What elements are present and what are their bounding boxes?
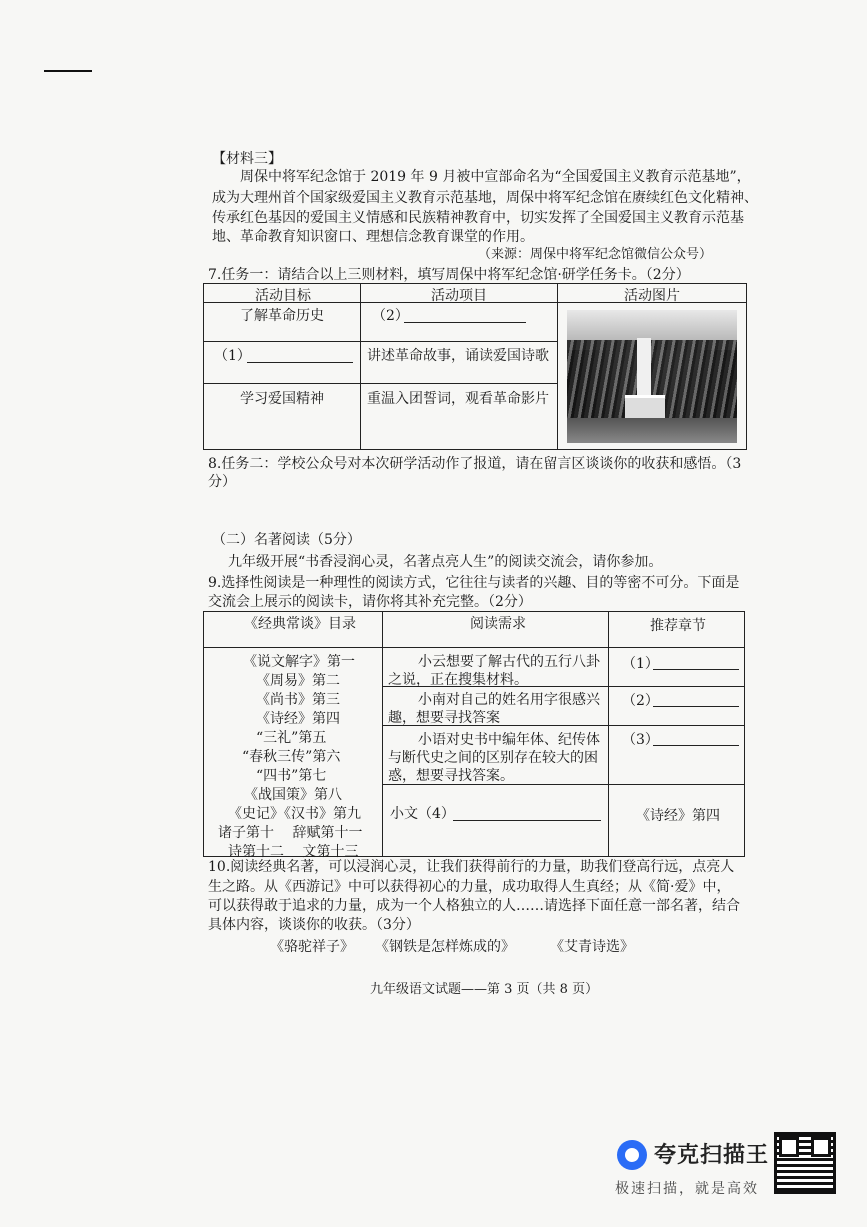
q9-answer-blank-2[interactable]: [653, 692, 739, 707]
material3-line: 传承红色基因的爱国主义情感和民族精神教育中，切实发挥了全国爱国主义教育示范基: [212, 210, 744, 226]
chapter-4: 《诗经》第四: [636, 808, 720, 824]
qr-code-icon: [774, 1132, 836, 1194]
q7-row2-goal-label: （1）: [214, 348, 251, 364]
q7-header-goal: 活动目标: [255, 288, 311, 304]
book-option: 《艾青诗选》: [550, 939, 634, 955]
need-text: 之说，正在搜集材料。: [388, 672, 528, 688]
toc-item: 诗第十二 文第十三: [228, 844, 359, 860]
toc-item: 《周易》第二: [256, 673, 340, 689]
toc-item: 《尚书》第三: [256, 692, 340, 708]
header-rule: [44, 70, 92, 72]
material3-line: 成为大理州首个国家级爱国主义教育示范基地，周保中将军纪念馆在赓续红色文化精神、: [212, 190, 758, 206]
chapter-label-2: （2）: [622, 693, 659, 709]
table-divider: [360, 283, 361, 450]
q7-row1-goal: 了解革命历史: [240, 308, 324, 324]
monument-photo: [567, 310, 737, 443]
book-option: 《骆驼祥子》: [270, 939, 354, 955]
table-divider: [557, 283, 558, 450]
chapter-label-3: （3）: [622, 732, 659, 748]
material3-heading: 【材料三】: [212, 151, 282, 167]
q7-answer-blank-1[interactable]: [247, 348, 353, 363]
q9-header-needs: 阅读需求: [470, 616, 526, 632]
need-text-4: 小文（4）: [390, 806, 455, 822]
q7-prompt: 7.任务一：请结合以上三则材料，填写周保中将军纪念馆·研学任务卡。（2分）: [208, 267, 690, 283]
material3-line: 周保中将军纪念馆于 2019 年 9 月被中宣部命名为“全国爱国主义教育示范基地”，: [240, 169, 751, 185]
table-divider: [203, 647, 745, 648]
section2-intro: 九年级开展“书香浸润心灵，名著点亮人生”的阅读交流会，请你参加。: [228, 554, 663, 570]
chapter-label-1: （1）: [622, 656, 659, 672]
q9-line: 9.选择性阅读是一种理性的阅读方式，它往往与读者的兴趣、目的等密不可分。下面是: [208, 575, 740, 591]
q7-row2-item: 讲述革命故事，诵读爱国诗歌: [367, 348, 549, 364]
need-text: 趣，想要寻找答案: [388, 710, 500, 726]
q7-answer-blank-2[interactable]: [404, 308, 526, 323]
toc-item: 《战国策》第八: [244, 787, 342, 803]
need-text: 小云想要了解古代的五行八卦: [418, 654, 600, 670]
section2-heading: （二）名著阅读（5分）: [212, 532, 361, 548]
book-option: 《钢铁是怎样炼成的》: [375, 939, 515, 955]
toc-item: “三礼”第五: [256, 730, 327, 746]
q7-header-item: 活动项目: [431, 288, 487, 304]
q7-row3-goal: 学习爱国精神: [240, 391, 324, 407]
table-divider: [203, 383, 558, 384]
toc-item: “春秋三传”第六: [242, 749, 341, 765]
q7-row1-item-label: （2）: [372, 308, 409, 324]
table-divider: [203, 341, 558, 342]
scanner-brand: 夸克扫描王: [654, 1143, 770, 1168]
q9-answer-blank-1[interactable]: [653, 655, 739, 670]
q7-header-photo: 活动图片: [624, 288, 680, 304]
q10-line: 具体内容，谈谈你的收获。（3分）: [208, 917, 420, 933]
toc-item: “四书”第七: [256, 768, 327, 784]
page-footer: 九年级语文试题——第 3 页（共 8 页）: [370, 982, 599, 997]
q9-answer-blank-3[interactable]: [653, 731, 739, 746]
need-text: 小南对自己的姓名用字很感兴: [418, 692, 600, 708]
material3-line: 地、革命教育知识窗口、理想信念教育课堂的作用。: [212, 229, 534, 245]
q10-line: 可以获得敢于追求的力量，成为一个人格独立的人……请选择下面任意一部名著，结合: [208, 898, 740, 914]
q9-answer-blank-4[interactable]: [453, 806, 601, 821]
q10-line: 生之路。从《西游记》中可以获得初心的力量，成功取得人生真经；从《简·爱》中，: [208, 879, 731, 895]
toc-item: 《史记》《汉书》第九: [228, 806, 361, 822]
toc-item: 诸子第十 辞赋第十一: [218, 825, 363, 841]
need-text: 小语对史书中编年体、纪传体: [418, 732, 600, 748]
q7-row3-item: 重温入团誓词，观看革命影片: [367, 391, 549, 407]
scanner-slogan: 极速扫描，就是高效: [615, 1181, 759, 1197]
q9-header-chapters: 推荐章节: [650, 618, 706, 634]
material3-source: （来源：周保中将军纪念馆微信公众号）: [478, 247, 713, 262]
q8-line: 8.任务二：学校公众号对本次研学活动作了报道，请在留言区谈谈你的收获和感悟。（3: [208, 456, 742, 472]
q9-line: 交流会上展示的阅读卡，请你将其补充完整。（2分）: [208, 594, 532, 610]
q10-line: 10.阅读经典名著，可以浸润心灵，让我们获得前行的力量，助我们登高行远，点亮人: [208, 859, 735, 875]
toc-item: 《诗经》第四: [256, 711, 340, 727]
toc-item: 《说文解字》第一: [243, 654, 355, 670]
q9-header-toc: 《经典常谈》目录: [244, 616, 356, 632]
quark-logo-icon: [617, 1140, 647, 1170]
need-text: 惑，想要寻找答案。: [388, 768, 514, 784]
q8-line: 分）: [208, 474, 236, 490]
need-text: 与断代史之间的区别存在较大的困: [388, 750, 598, 766]
